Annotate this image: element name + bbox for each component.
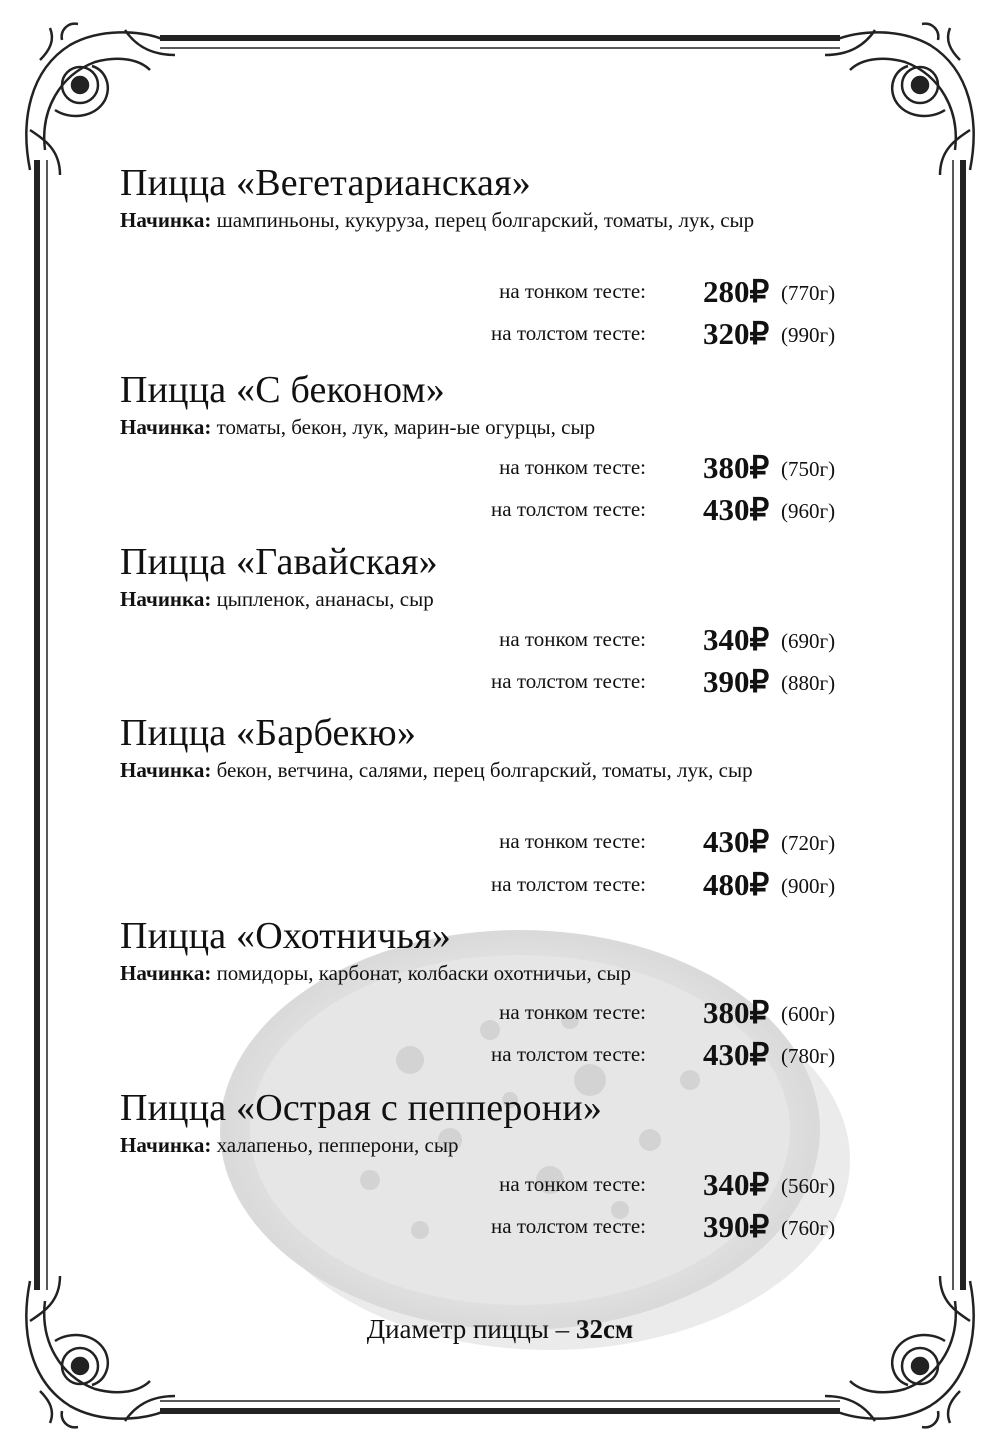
menu-item bbox=[120, 369, 880, 527]
filling-description: Начинка: халапеньо, пепперони, сыр bbox=[120, 1133, 459, 1157]
menu-item bbox=[120, 915, 880, 1072]
price: 320₽ bbox=[703, 316, 770, 351]
price-thick bbox=[120, 310, 846, 352]
weight: (560г) bbox=[781, 1174, 836, 1198]
pizza-title: Пицца «Вегетарианская» bbox=[120, 162, 531, 204]
weight: (750г) bbox=[781, 457, 836, 481]
thin-label: на тонком тесте: bbox=[499, 627, 646, 651]
price: 430₽ bbox=[703, 492, 770, 527]
price: 280₽ bbox=[703, 274, 770, 309]
price-thin bbox=[120, 268, 846, 310]
price: 390₽ bbox=[703, 1209, 770, 1244]
weight: (960г) bbox=[781, 499, 836, 523]
weight: (780г) bbox=[781, 1044, 836, 1068]
filling-description: Начинка: томаты, бекон, лук, марин-ые огурцы, сыр bbox=[120, 415, 596, 439]
thin-label: на тонком тесте: bbox=[499, 829, 646, 853]
price-thick bbox=[120, 861, 846, 903]
price-thin bbox=[120, 616, 846, 658]
price-thin bbox=[120, 444, 846, 486]
price: 340₽ bbox=[703, 1167, 770, 1202]
price: 380₽ bbox=[703, 995, 770, 1030]
filling-description: Начинка: бекон, ветчина, салями, перец болгарский, томаты, лук, сыр bbox=[120, 758, 753, 782]
thick-label: на толстом тесте: bbox=[491, 497, 646, 521]
pizza-title: Пицца «Барбекю» bbox=[120, 712, 417, 754]
thin-label: на тонком тесте: bbox=[499, 279, 646, 303]
weight: (900г) bbox=[781, 874, 836, 898]
thick-label: на толстом тесте: bbox=[491, 669, 646, 693]
thin-label: на тонком тесте: bbox=[499, 1000, 646, 1024]
weight: (770г) bbox=[781, 281, 836, 305]
price: 390₽ bbox=[703, 664, 770, 699]
price: 430₽ bbox=[703, 1037, 770, 1072]
pizza-title: Пицца «Острая с пепперони» bbox=[120, 1087, 603, 1129]
price-thin bbox=[120, 989, 846, 1031]
menu-item bbox=[120, 1087, 880, 1244]
weight: (690г) bbox=[781, 629, 836, 653]
price: 430₽ bbox=[703, 824, 770, 859]
filling-description: Начинка: шампиньоны, кукуруза, перец болгарский, томаты, лук, сыр bbox=[120, 208, 755, 232]
price-thick bbox=[120, 1203, 846, 1245]
pizza-title: Пицца «Охотничья» bbox=[120, 915, 451, 957]
price-thick bbox=[120, 486, 846, 528]
weight: (880г) bbox=[781, 671, 836, 695]
price-thin bbox=[120, 1161, 846, 1203]
weight: (600г) bbox=[781, 1002, 836, 1026]
filling-description: Начинка: помидоры, карбонат, колбаски охотничьи, сыр bbox=[120, 961, 631, 985]
thin-label: на тонком тесте: bbox=[499, 1172, 646, 1196]
thick-label: на толстом тесте: bbox=[491, 321, 646, 345]
pizza-diameter-note: Диаметр пиццы – 32см bbox=[366, 1314, 634, 1344]
menu-item bbox=[120, 162, 880, 351]
filling-description: Начинка: цыпленок, ананасы, сыр bbox=[120, 587, 434, 611]
price: 340₽ bbox=[703, 622, 770, 657]
thick-label: на толстом тесте: bbox=[491, 872, 646, 896]
price-thick bbox=[120, 658, 846, 700]
thick-label: на толстом тесте: bbox=[491, 1214, 646, 1238]
thin-label: на тонком тесте: bbox=[499, 455, 646, 479]
price: 380₽ bbox=[703, 450, 770, 485]
menu-item bbox=[120, 712, 880, 902]
weight: (720г) bbox=[781, 831, 836, 855]
thick-label: на толстом тесте: bbox=[491, 1042, 646, 1066]
menu-item bbox=[120, 541, 880, 699]
weight: (990г) bbox=[781, 323, 836, 347]
pizza-title: Пицца «Гавайская» bbox=[120, 541, 438, 583]
weight: (760г) bbox=[781, 1216, 836, 1240]
price: 480₽ bbox=[703, 867, 770, 902]
pizza-title: Пицца «С беконом» bbox=[120, 369, 445, 411]
price-thick bbox=[120, 1031, 846, 1073]
price-thin bbox=[120, 818, 846, 860]
